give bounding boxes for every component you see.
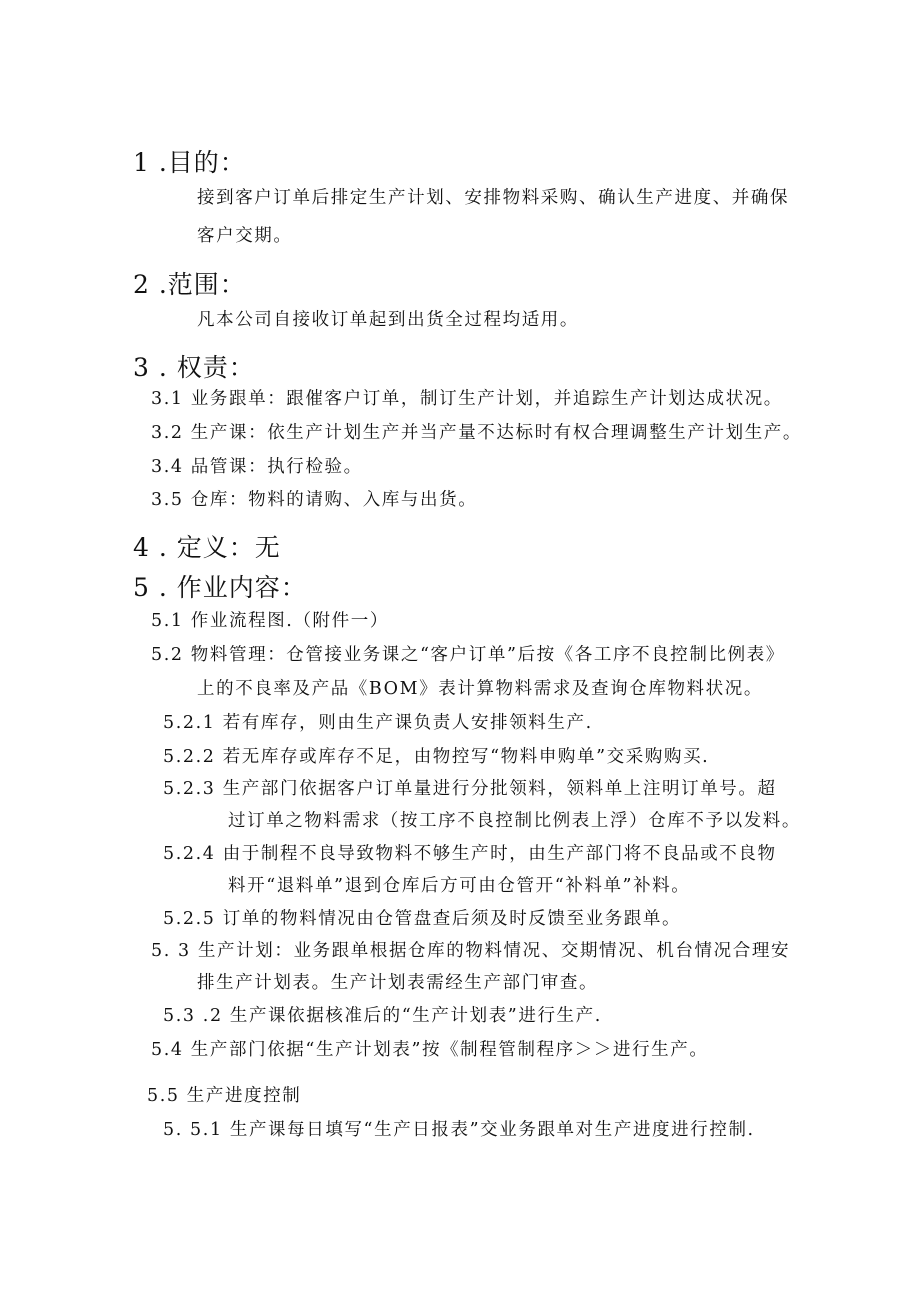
list-item: 5.2.5 订单的物料情况由仓管盘查后须及时反馈至业务跟单。	[163, 909, 682, 929]
list-item: 3.5 仓库：物料的请购、入库与出货。	[151, 490, 478, 510]
list-item: 5.3 .2 生产课依据核准后的“生产计划表”进行生产.	[163, 1006, 602, 1026]
section-heading-purpose: 1 .目的：	[133, 148, 246, 177]
list-item: 5. 5.1 生产课每日填写“生产日报表”交业务跟单对生产进度进行控制.	[163, 1120, 755, 1140]
paragraph-line: 客户交期。	[197, 226, 293, 246]
list-item: 5. 3 生产计划：业务跟单根据仓库的物料情况、交期情况、机台情况合理安	[151, 941, 791, 961]
list-item: 3.4 品管课：执行检验。	[151, 457, 363, 477]
list-item-continuation: 排生产计划表。生产计划表需经生产部门审查。	[197, 973, 599, 993]
list-item: 5.2.1 若有库存，则由生产课负责人安排领料生产.	[163, 713, 593, 733]
list-item: 5.1 作业流程图.（附件一）	[151, 611, 389, 631]
list-item: 5.4 生产部门依据“生产计划表”按《制程管制程序＞＞进行生产。	[151, 1040, 709, 1060]
paragraph-line: 接到客户订单后排定生产计划、安排物料采购、确认生产进度、并确保	[197, 188, 790, 208]
list-item: 5.2 物料管理：仓管接业务课之“客户订单”后按《各工序不良控制比例表》	[151, 645, 785, 665]
list-item: 5.2.3 生产部门依据客户订单量进行分批领料，领料单上注明订单号。超	[163, 779, 777, 799]
list-item-continuation: 过订单之物料需求（按工序不良控制比例表上浮）仓库不予以发料。	[228, 811, 801, 831]
section-heading-content: 5 . 作业内容：	[133, 573, 307, 602]
section-heading-definition: 4 . 定义：无	[133, 533, 281, 562]
section-heading-responsibilities: 3 . 权责：	[133, 353, 255, 382]
list-item: 5.2.4 由于制程不良导致物料不够生产时，由生产部门将不良品或不良物	[163, 844, 777, 864]
list-item: 5.2.2 若无库存或库存不足，由物控写“物料申购单”交采购购买.	[163, 747, 710, 767]
paragraph-line: 凡本公司自接收订单起到出货全过程均适用。	[197, 310, 579, 330]
list-item: 5.5 生产进度控制	[147, 1086, 302, 1106]
list-item: 3.1 业务跟单：跟催客户订单，制订生产计划，并追踪生产计划达成状况。	[151, 389, 783, 409]
section-heading-scope: 2 .范围：	[133, 270, 246, 299]
list-item-continuation: 上的不良率及产品《BOM》表计算物料需求及查询仓库物料状况。	[197, 679, 763, 699]
list-item: 3.2 生产课：依生产计划生产并当产量不达标时有权合理调整生产计划生产。	[151, 423, 802, 443]
list-item-continuation: 料开“退料单”退到仓库后方可由仓管开“补料单”补料。	[228, 876, 691, 896]
